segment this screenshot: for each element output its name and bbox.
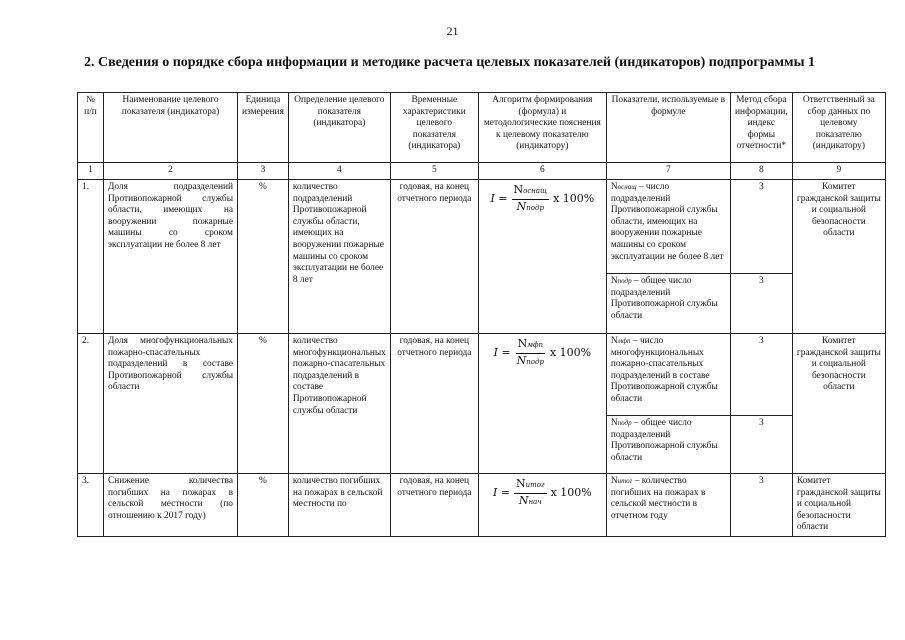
table-row xyxy=(78,334,886,416)
column-number: 7 xyxy=(606,163,730,180)
column-number: 9 xyxy=(792,163,885,180)
indicator-name: Доля подразделений Противопожарной службы области, имеющих на вооружении пожарные машины со сроком эксплуатации не более 8 лет xyxy=(104,180,238,334)
responsible: Комитет гражданской защиты и социальной безопасности области xyxy=(792,334,885,474)
formula-variable: Nитог – количество погибших на пожарах в сельской местности в отчетном году xyxy=(606,474,730,537)
collection-method: 3 xyxy=(730,416,792,474)
collection-method: 3 xyxy=(730,334,792,416)
header-cell: Алгоритм формирования (формула) и методологические пояснения к целевому показателю (индикатору) xyxy=(478,93,606,163)
header-cell: Временные характеристики целевого показателя (индикатора) xyxy=(390,93,478,163)
header-cell: Ответственный за сбор данных по целевому показателю (индикатору) xyxy=(792,93,885,163)
column-number: 4 xyxy=(288,163,390,180)
header-cell: Единица измерения xyxy=(238,93,289,163)
unit: % xyxy=(238,180,289,334)
indicator-definition: количество подразделений Противопожарной службы области, имеющих на вооружении пожарные машины со сроком эксплуатации не более 8 лет xyxy=(288,180,390,334)
formula: I = $\frac{\text{Nмфп}}{\text{Nподр}}$ x 100% xyxy=(493,337,592,367)
collection-method: 3 xyxy=(730,474,792,537)
indicators-table xyxy=(77,92,886,537)
indicator-definition: количество погибших на пожарах в сельской местности по xyxy=(288,474,390,537)
row-number: 1. xyxy=(78,180,104,334)
formula-variable: Nподр – общее число подразделений Противопожарной службы области xyxy=(606,274,730,334)
column-number: 3 xyxy=(238,163,289,180)
indicator-name: Снижение количества погибших на пожарах в сельской местности (по отношению к 2017 году) xyxy=(104,474,238,537)
column-number-row xyxy=(78,163,886,180)
table-row xyxy=(78,474,886,537)
row-number: 2. xyxy=(78,334,104,474)
indicator-definition: количество многофункциональных пожарно-спасательных подразделений в составе Противопожарной службы области xyxy=(288,334,390,474)
column-number: 5 xyxy=(390,163,478,180)
formula-cell xyxy=(478,334,606,474)
formula-cell xyxy=(478,180,606,334)
formula-cell xyxy=(478,474,606,537)
time-characteristics: годовая, на конец отчетного периода xyxy=(390,474,478,537)
header-cell: № п/п xyxy=(78,93,104,163)
column-number: 1 xyxy=(78,163,104,180)
responsible: Комитет гражданской защиты и социальной безопасности области xyxy=(792,474,885,537)
formula: I = $\frac{\text{Nоснащ}}{\text{Nподр}}$ x 100% xyxy=(490,183,595,213)
column-number: 6 xyxy=(478,163,606,180)
header-cell: Метод сбора информации, индекс формы отчетности* xyxy=(730,93,792,163)
indicator-name: Доля многофункциональных пожарно-спасательных подразделений в составе Противопожарной службы области xyxy=(104,334,238,474)
unit: % xyxy=(238,334,289,474)
section-title: 2. Сведения о порядке сбора информации и методике расчета целевых показателей (индикаторов) подпрограммы 1 xyxy=(84,55,816,70)
time-characteristics: годовая, на конец отчетного периода xyxy=(390,334,478,474)
formula-variable: Nподр – общее число подразделений Противопожарной службы области xyxy=(606,416,730,474)
responsible: Комитет гражданской защиты и социальной безопасности области xyxy=(792,180,885,334)
row-number: 3. xyxy=(78,474,104,537)
column-number: 8 xyxy=(730,163,792,180)
formula-variable: Nоснащ – число подразделений Противопожарной службы области, имеющих на вооружении пожарные машины со сроком эксплуатации не более 8 лет xyxy=(606,180,730,274)
header-row xyxy=(78,93,886,163)
table-row xyxy=(78,180,886,274)
formula: I = $\frac{\text{Nитог}}{\text{Nнач}}$ x 100% xyxy=(492,477,592,507)
header-cell: Наименование целевого показателя (индикатора) xyxy=(104,93,238,163)
time-characteristics: годовая, на конец отчетного периода xyxy=(390,180,478,334)
formula-variable: Nмфп – число многофункциональных пожарно-спасательных подразделений в составе Противопожарной службы области xyxy=(606,334,730,416)
header-cell: Показатели, используемые в формуле xyxy=(606,93,730,163)
header-cell: Определение целевого показателя (индикатора) xyxy=(288,93,390,163)
column-number: 2 xyxy=(104,163,238,180)
unit: % xyxy=(238,474,289,537)
collection-method: 3 xyxy=(730,180,792,274)
page-number: 21 xyxy=(446,24,459,38)
collection-method: 3 xyxy=(730,274,792,334)
